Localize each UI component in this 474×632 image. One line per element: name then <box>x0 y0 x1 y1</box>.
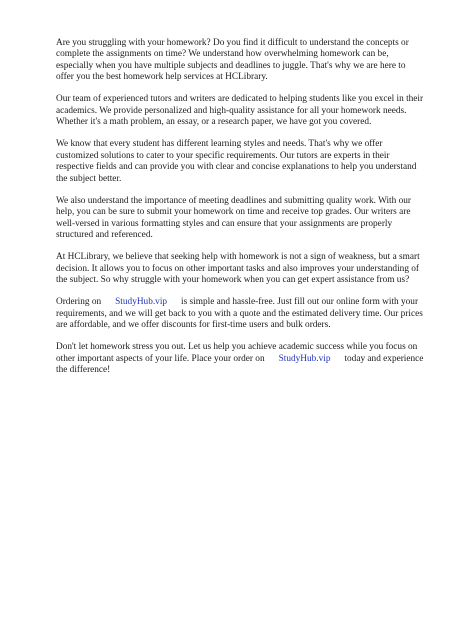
paragraph-belief: At HCLibrary, we believe that seeking help with homework is not a sign of weakness, but a smart decision. It allows you to focus on other important tasks and also improves your understanding of the subject. So why struggle with your homework when you can get expert assistance from us? <box>56 252 420 286</box>
paragraph-learning-styles: We know that every student has different learning styles and needs. That's why we offer customized solutions to cater to your specific requirements. Our tutors are experts in their respective fields and can provide you with clear and concise explanations to help you understand the subject better. <box>56 139 417 184</box>
paragraph-deadlines: We also understand the importance of meeting deadlines and submitting quality work. With our help, you can be sure to submit your homework on time and receive top grades. Our writers are well-versed in various formatting styles and can ensure that your assignments are properly structured and referenced. <box>56 195 412 241</box>
closing-text-before: Don't let homework stress you out. Let us help you achieve academic success while you focus on other important aspects of your life. Place your order on <box>56 342 418 364</box>
studyhub-link[interactable]: StudyHub.vip <box>115 297 168 308</box>
ordering-text-before: Ordering on <box>56 297 102 308</box>
paragraph-ordering <box>56 297 424 331</box>
closing-text-after: today and experience the difference! <box>56 353 424 376</box>
document-body <box>56 38 424 387</box>
studyhub-link-closing[interactable]: StudyHub.vip <box>278 353 331 364</box>
paragraph-intro: Are you struggling with your homework? Do you find it difficult to understand the concepts or complete the assignments on time? We understand how overwhelming homework can be, especially when you have multiple subjects and deadlines to juggle. That's why we are here to offer you the best homework help services at HCLibrary. <box>56 38 409 83</box>
ordering-text-after: is simple and hassle-free. Just fill out our online form with your requirements, and we will get back to you with a quote and the estimated delivery time. Our prices are affordable, and we offer discounts for first-time users and bulk orders. <box>56 297 423 331</box>
paragraph-closing <box>56 342 424 376</box>
paragraph-team: Our team of experienced tutors and writers are dedicated to helping students like you excel in their academics. We provide personalized and high-quality assistance for all your homework needs. Whether it's a math problem, an essay, or a research paper, we have got you covered. <box>56 94 424 128</box>
